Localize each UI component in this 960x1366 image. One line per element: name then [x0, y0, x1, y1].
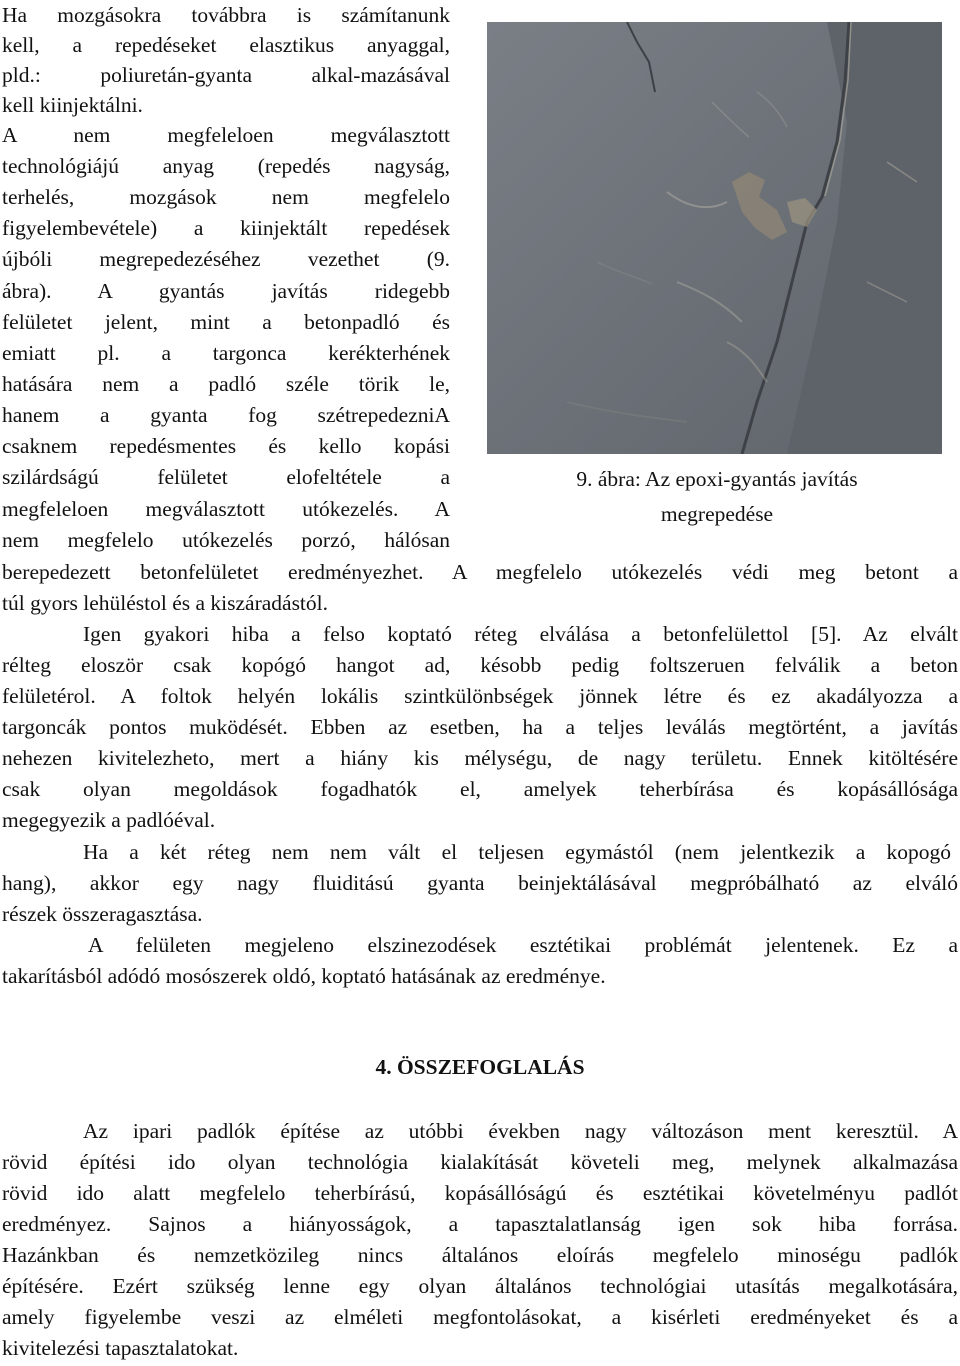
text-line: Ha mozgásokra továbbra is számítanunk [2, 3, 450, 27]
text-line: Ha a két réteg nem nem vált el teljesen egymástól (nem jelentkezik a kopogó [83, 840, 951, 864]
text-line: pld.: poliuretán-gyanta alkal-mazásával [2, 63, 450, 87]
text-line: A felületen megjeleno elszinezodések esztétikai problémát jelentenek. Ez a [88, 933, 958, 957]
text-line: kell kiinjektálni. [2, 93, 143, 117]
text-line: technológiájú anyag (repedés nagyság, [2, 154, 450, 178]
text-line: újbóli megrepedezéséhez vezethet (9. [2, 247, 450, 271]
text-line: Az ipari padlók építése az utóbbi években nagy változáson ment keresztül. A [83, 1119, 958, 1143]
figure-caption-line: megrepedése [660, 502, 774, 526]
text-line: hanem a gyanta fog szétrepedezniA [2, 403, 450, 427]
text-line: hang), akkor egy nagy fluiditású gyanta beinjektálásával megpróbálható az elváló [2, 871, 958, 895]
text-line: csak olyan megoldások fogadhatók el, amelyek teherbírása és kopásállósága [2, 777, 958, 801]
text-line: csaknem repedésmentes és kello kopási [2, 434, 450, 458]
text-line: nem megfelelo utókezelés porzó, hálósan [2, 528, 450, 552]
text-line: terhelés, mozgások nem megfelelo [2, 185, 450, 209]
text-line: túl gyors lehüléstol és a kiszáradástól. [2, 591, 329, 615]
text-line: részek összeragasztása. [2, 902, 203, 926]
text-line: kell, a repedéseket elasztikus anyaggal, [2, 33, 450, 57]
text-line: rövid építési ido olyan technológia kialakítását követeli meg, melynek alkalmazása [2, 1150, 958, 1174]
text-line: Igen gyakori hiba a felso koptató réteg elválása a betonfelülettol [5]. Az elvált [83, 622, 958, 646]
text-line: berepedezett betonfelületet eredményezhet. A megfelelo utókezelés védi meg betont a [2, 560, 958, 584]
text-line: emiatt pl. a targonca kerékterhének [2, 341, 450, 365]
text-line: hatására nem a padló széle törik le, [2, 372, 450, 396]
figure-cracked-floor-image [487, 22, 942, 454]
text-line: megegyezik a padlóéval. [2, 808, 216, 832]
text-line: figyelembevétele) a kiinjektált repedések [2, 216, 450, 240]
text-line: kivitelezési tapasztalatokat. [2, 1336, 239, 1360]
text-line: megfeleloen megválasztott utókezelés. A [2, 497, 450, 521]
text-line: felületérol. A foltok helyén lokális szintkülönbségek jönnek létre és ez akadályozza a [2, 684, 958, 708]
figure-caption-line: 9. ábra: Az epoxi-gyantás javítás [576, 467, 858, 491]
text-line: felületet jelent, mint a betonpadló és [2, 310, 450, 334]
text-line: amely figyelembe veszi az elméleti megfontolásokat, a kisérleti eredményeket és a [2, 1305, 958, 1329]
text-line: takarításból adódó mosószerek oldó, koptató hatásának az eredménye. [2, 964, 606, 988]
text-line: A nem megfeleloen megválasztott [2, 123, 450, 147]
text-line: építésére. Ezért szükség lenne egy olyan általános technológiai utasítás megalkotására, [2, 1274, 958, 1298]
text-line: rélteg eloször csak kopógó hangot ad, késobb pedig foltszeruen felválik a beton [2, 653, 958, 677]
text-line: Hazánkban és nemzetközileg nincs általános eloírás megfelelo minoségu padlók [2, 1243, 958, 1267]
text-line: eredményez. Sajnos a hiányosságok, a tapasztalatlanság igen sok hiba forrása. [2, 1212, 958, 1236]
text-line: nehezen kivitelezheto, mert a hiány kis mélységu, de nagy területu. Ennek kitöltésére [2, 746, 958, 770]
text-line: szilárdságú felületet elofeltétele a [2, 465, 450, 489]
text-line: rövid ido alatt megfelelo teherbírású, kopásállóságú és esztétikai követelményu padlót [2, 1181, 958, 1205]
text-line: targoncák pontos muködését. Ebben az esetben, ha a teljes leválás megtörtént, a javítás [2, 715, 958, 739]
section-heading: 4. ÖSSZEFOGLALÁS [375, 1055, 585, 1079]
text-line: ábra). A gyantás javítás ridegebb [2, 279, 450, 303]
